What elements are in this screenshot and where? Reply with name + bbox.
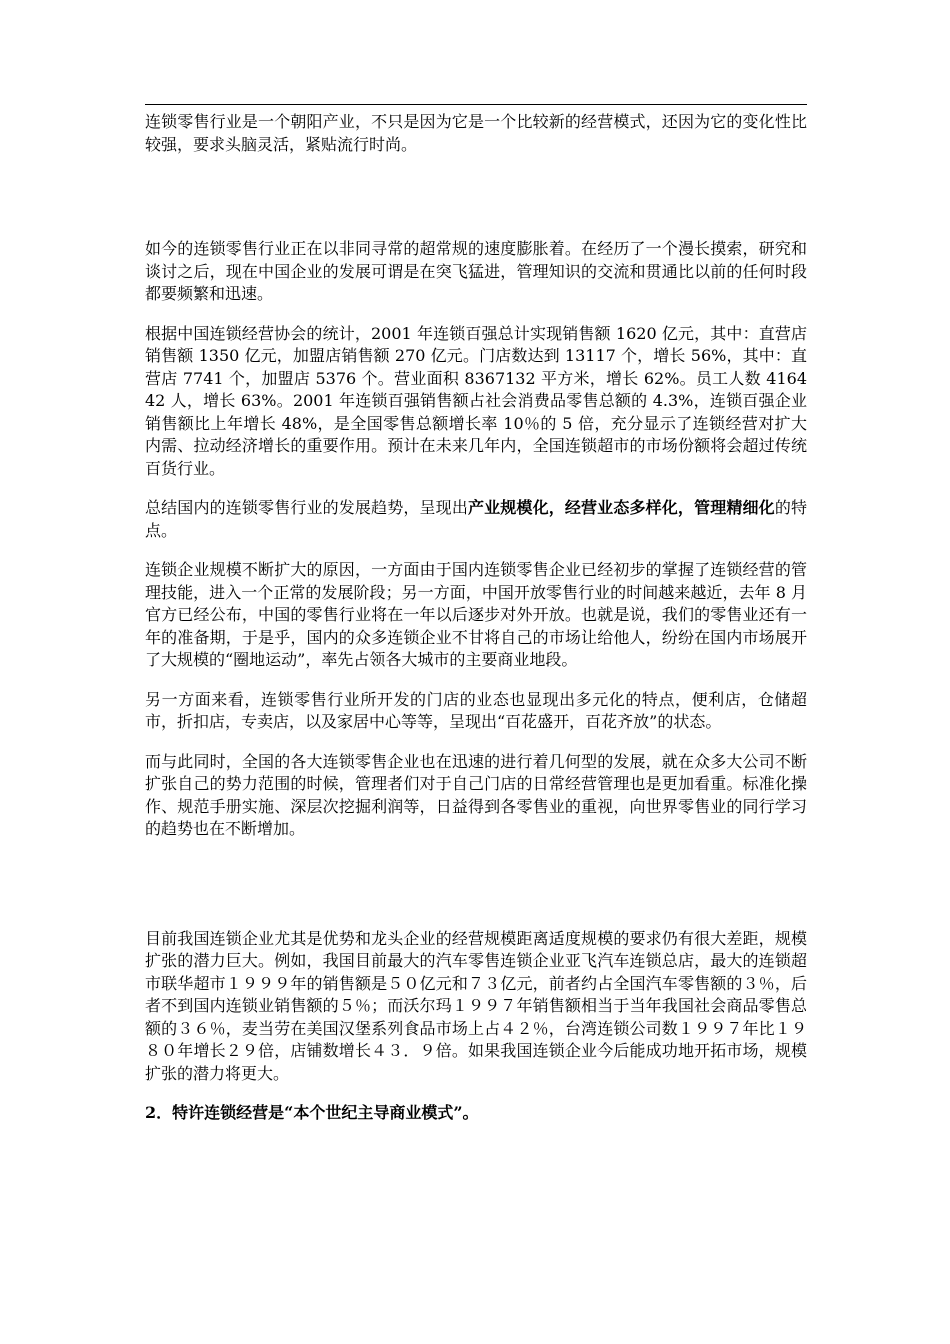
heading-franchise-model: 2．特许连锁经营是“本个世纪主导商业模式”。 [145, 1103, 479, 1122]
paragraph-development-trend [145, 497, 807, 542]
blank-paragraph-gap-1 [145, 173, 807, 238]
paragraph-management-refinement: 而与此同时，全国的各大连锁零售企业也在迅速的进行着几何型的发展，就在众多大公司不断扩张自己的势力范围的时候，管理者们对于自己门店的日常经营管理也是更加看重。标准化操作、规范手册实施、深层次挖掘利润等，日益得到各零售业的重视，向世界零售业的同行学习的趋势也在不断增加。 [145, 751, 807, 838]
paragraph-scale-gap-potential: 目前我国连锁企业尤其是优势和龙头企业的经营规模距离适度规模的要求仍有很大差距，规模扩张的潜力巨大。例如，我国目前最大的汽车零售连锁企业亚飞汽车连锁总店，最大的连锁超市联华超市１９９９年的销售额是５０亿元和７３亿元，前者约占全国汽车零售额的３％，后者不到国内连锁业销售额的５％；而沃尔玛１９９７年销售额相当于当年我国社会商品零售总额的３６％，麦当劳在美国汉堡系列食品市场上占４２％，台湾连锁公司数１９９７年比１９８０年增长２９倍，店铺数增长４３．９倍。如果我国连锁企业今后能成功地开拓市场，规模扩张的潜力将更大。 [145, 928, 807, 1083]
paragraph-rapid-expansion: 如今的连锁零售行业正在以非同寻常的超常规的速度膨胀着。在经历了一个漫长摸索，研究和谈讨之后，现在中国企业的发展可谓是在突飞猛进，管理知识的交流和贯通比以前的任何时段都要频繁和迅速。 [145, 239, 807, 303]
paragraph-2001-statistics: 根据中国连锁经营协会的统计，2001 年连锁百强总计实现销售额 1620 亿元，其中：直营店销售额 1350 亿元，加盟店销售额 270 亿元。门店数达到 13117 个，增长 56%，其中：直营店 7741 个，加盟店 5376 个。营业面积 8367132 平方米，增长 62%。员工人数 416442 人，增长 63%。2001 年连锁百强销售额占社会消费品零售总额的 4.3%，连锁百强企业销售额比上年增长 48%，是全国零售总额增长率 10％的 5 倍，充分显示了连锁经营对扩大内需、拉动经济增长的重要作用。预计在未来几年内，全国连锁超市的市场份额将会超过传统百货行业。 [145, 323, 807, 478]
text-run-trend-post: 的特点。 [145, 498, 807, 540]
bold-text-run-trend-keywords: 产业规模化，经营业态多样化，管理精细化 [467, 498, 775, 517]
paragraph-store-format-diversity: 另一方面来看，连锁零售行业所开发的门店的业态也显现出多元化的特点，便利店，仓储超市，折扣店，专卖店，以及家居中心等等，呈现出“百花盛开，百花齐放”的状态。 [145, 689, 807, 731]
text-run-trend-pre: 总结国内的连锁零售行业的发展趋势，呈现出 [145, 498, 468, 517]
paragraph-sunrise-industry: 连锁零售行业是一个朝阳产业，不只是因为它是一个比较新的经营模式，还因为它的变化性比较强，要求头脑灵活，紧贴流行时尚。 [145, 112, 807, 154]
document-content [145, 104, 807, 1125]
blank-paragraph-gap-2 [145, 858, 807, 928]
paragraph-scale-expansion-reasons: 连锁企业规模不断扩大的原因，一方面由于国内连锁零售企业已经初步的掌握了连锁经营的管理技能，进入一个正常的发展阶段；另一方面，中国开放零售行业的时间越来越近，去年 8 月官方已经公布，中国的零售行业将在一年以后逐步对外开放。也就是说，我们的零售业还有一年的准备期，于是乎，国内的众多连锁企业不甘将自己的市场让给他人，纷纷在国内市场展开了大规模的“圈地运动”，率先占领各大城市的主要商业地段。 [145, 560, 807, 669]
